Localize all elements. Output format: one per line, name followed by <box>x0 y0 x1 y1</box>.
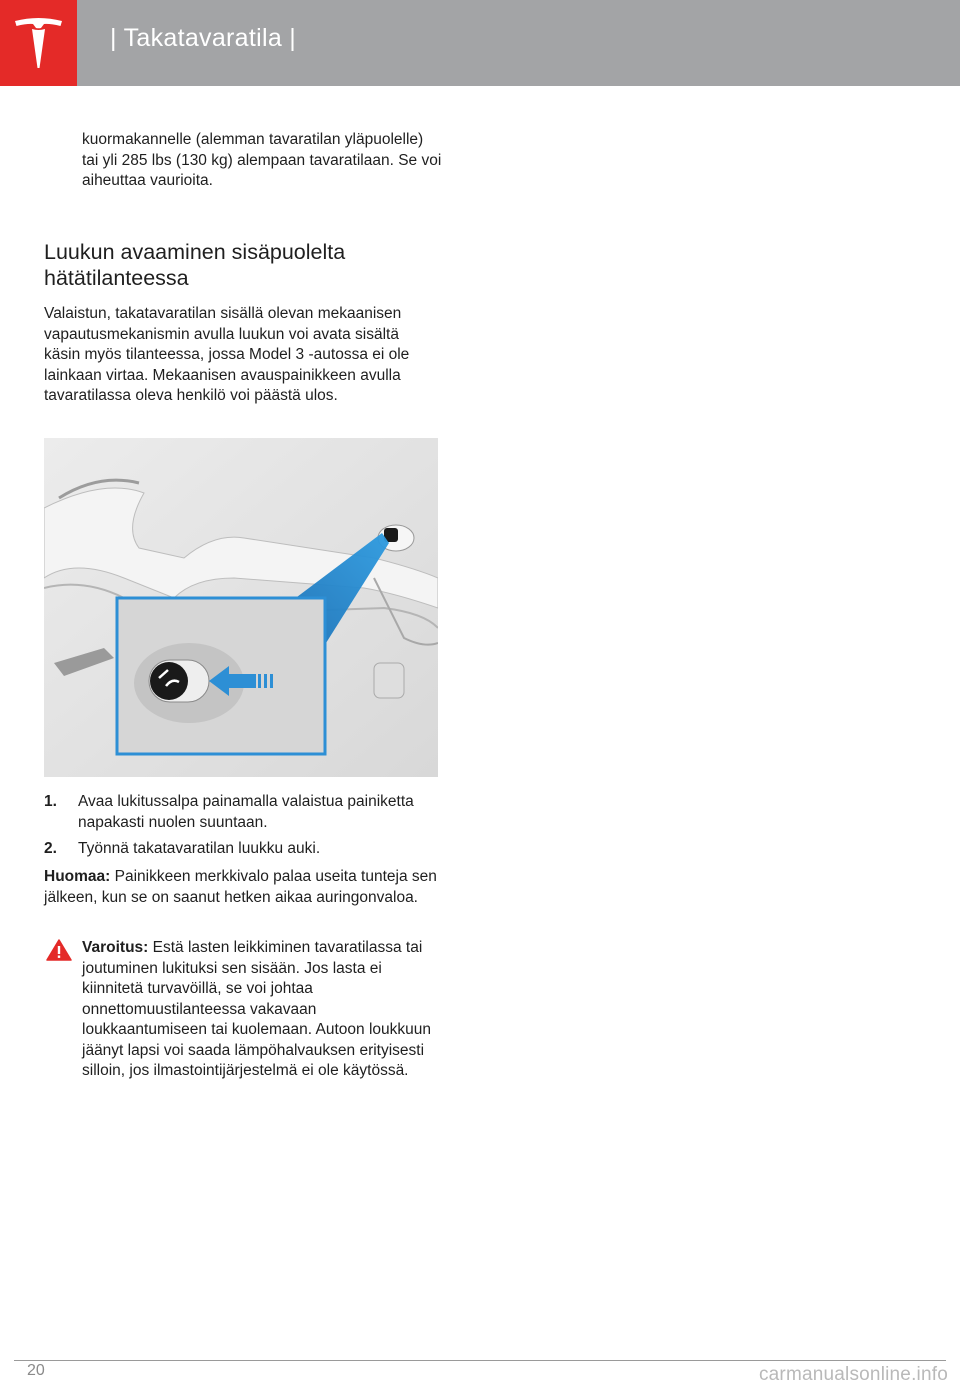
steps-list <box>44 792 444 866</box>
warning-text: Estä lasten leikkiminen tavaratilassa tai joutuminen lukituksi sen sisään. Jos lasta ei kiinnitetä turvavöillä, se voi johtaa onnettomuustilanteessa vakavaan loukkaantumiseen tai kuolemaan. Autoon loukkuun jäänyt lapsi voi saada lämpöhalvauksen erityisesti silloin, jos ilmastointijärjestelmä ei ole käytössä. <box>82 939 431 1079</box>
brand-logo <box>0 0 77 86</box>
page-header-title: | Takatavaratila | <box>110 24 297 52</box>
continuation-paragraph: kuormakannelle (alemman tavaratilan yläpuolelle) tai yli 285 lbs (130 kg) alempaan tavaratilaan. Se voi aiheuttaa vaurioita. <box>82 131 442 189</box>
trunk-release-illustration <box>44 438 438 777</box>
list-item <box>44 792 444 833</box>
note-paragraph <box>44 867 439 908</box>
step-text: Avaa lukitussalpa painamalla valaistua painiketta napakasti nuolen suuntaan. <box>78 793 414 831</box>
warning-paragraph <box>82 938 442 1082</box>
page-header <box>0 0 960 86</box>
section-title: Luukun avaaminen sisäpuolelta hätätilanteessa <box>44 240 346 290</box>
step-number: 1. <box>44 793 57 810</box>
section-intro: Valaistun, takatavaratilan sisällä olevan mekaanisen vapautusmekanismin avulla luukun voi avata sisältä käsin myös tilanteessa, jossa Model 3 -autossa ei ole lainkaan virtaa. Mekaanisen avauspainikkeen avulla tavaratilassa oleva henkilö voi päästä ulos. <box>44 305 410 404</box>
list-item <box>44 839 444 860</box>
step-text: Työnnä takatavaratilan luukku auki. <box>78 840 321 857</box>
footer-divider <box>14 1360 946 1361</box>
warning-icon <box>46 939 72 961</box>
step-number: 2. <box>44 840 57 857</box>
warning-label: Varoitus: <box>82 939 149 956</box>
page-number: 20 <box>27 1362 45 1379</box>
tesla-logo-icon <box>13 17 64 69</box>
note-label: Huomaa: <box>44 868 111 885</box>
note-text: Painikkeen merkkivalo palaa useita tunteja sen jälkeen, kun se on saanut hetken aikaa auringonvaloa. <box>44 868 437 906</box>
watermark: carmanualsonline.info <box>758 1364 948 1385</box>
